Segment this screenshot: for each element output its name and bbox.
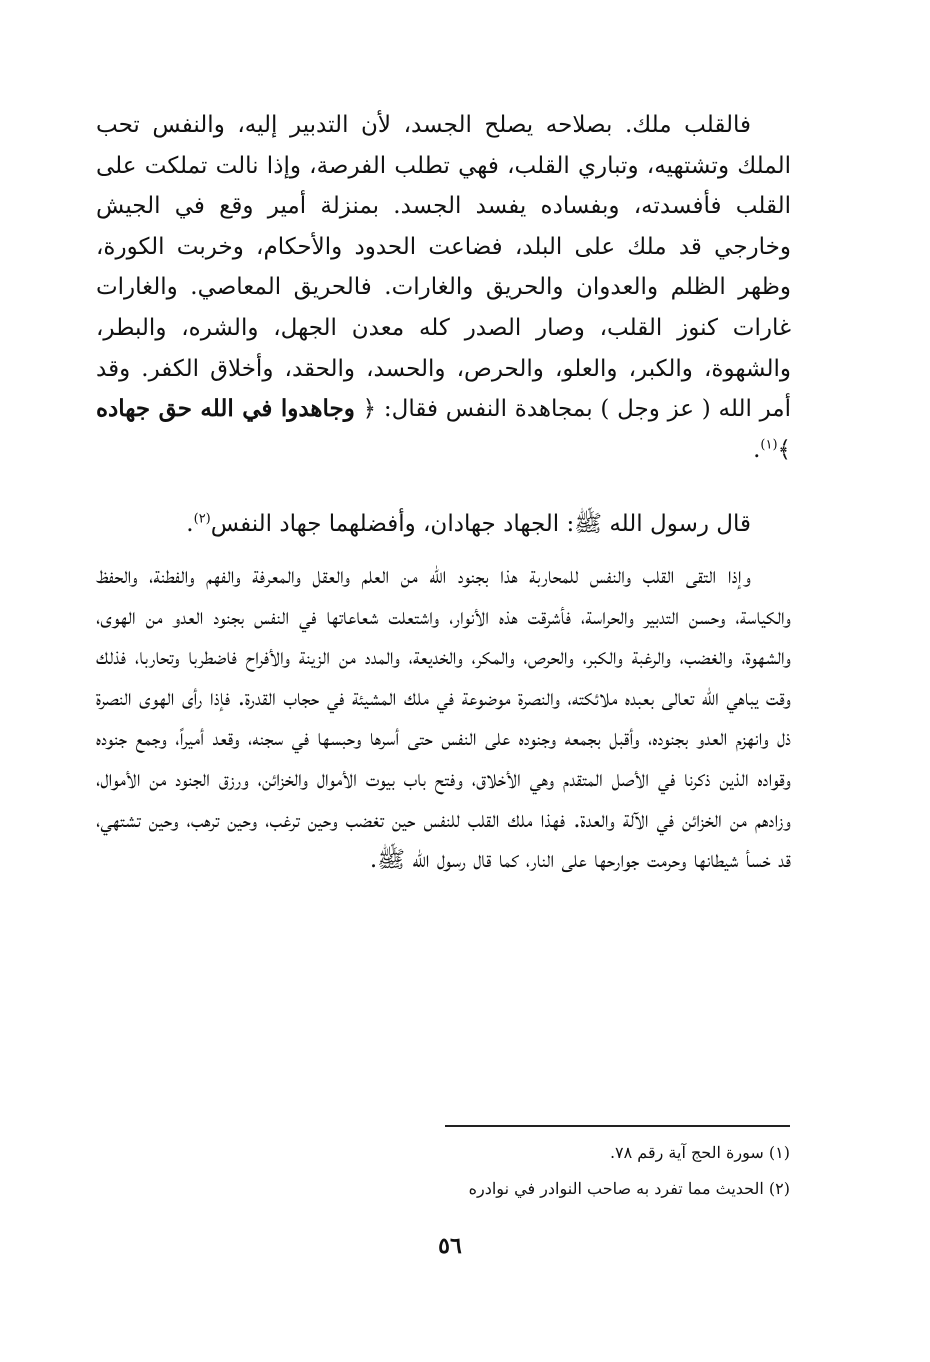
hadith-text: قال رسول الله ﷺ: الجهاد جهادان، وأفضلهما جهاد النفس [210,511,751,537]
paragraph-2-end: . [186,511,194,537]
footnote-ref-1: (١) [760,437,778,453]
paragraph-3-text: وإذا التقى القلب والنفس للمحاربة هذا بجنود الله من العلم والعقل والمعرفة والفهم والفطنة، والحفظ والكياسة، وحسن التدبير والحراسة، فأشرقت هذه الأنوار، واشتعلت شعاعاتها في النفس بجنود العدو من الهوى، والشهوة، والغضب، والرغبة والكبر، والحرص، والمكر، والخديعة، والمدد من الزينة والأفراح فاضطربا وتحاربا، فذلك وقت يباهي الله تعالى بعبده ملائكته، والنصرة موضوعة في ملك المشيئة في حجاب القدرة. فإذا رأى الهوى النصرة ذل وانهزم العدو بجنوده، وأقبل بجمعه وجنوده على النفس حتى أسرها وحبسها في سجنه، وقعد أميراً، وجمع جنوده وقواده الذين ذكرنا في الأصل المتقدم وهي الأخلاق، وفتح باب بيوت الأموال والخزائن، ورزق الجنود من الأموال، وزادهم من الخزائن في الآلة والعدة. فهذا ملك القلب للنفس حين تغضب وحين ترغب، وحين ترهب، وحين تشتهي، قد خسأ شيطانها وحرمت جوارحها على النار، كما قال رسول الله ﷺ. [96,563,791,874]
footnote-1: (١) سورة الحج آية رقم ٧٨. [609,1143,790,1162]
page-number: ٥٦ [438,1233,462,1259]
paragraph-2 [96,504,791,545]
quote-close-bracket: ﴾ [777,436,791,463]
paragraph-1-text: فالقلب ملك. بصلاحه يصلح الجسد، لأن التدبير إليه، والنفس تحب الملك وتشتهيه، وتباري القلب، فهي تطلب الفرصة، وإذا نالت تملكت على القلب فأفسدته، وبفساده يفسد الجسد. بمنزلة أمير وقع في الجيش وخارجي قد ملك على البلد، فضاعت الحدود والأحكام، وخربت الكورة، وظهر الظلم والعدوان والحريق والغارات. فالحريق المعاصي. والغارات غارات كنوز القلب، وصار الصدر كله معدن الجهل، والشره، والبطر، والشهوة، والكبر، والعلو، والحرص، والحسد، والحقد، وأخلاق الكفر. وقد أمر الله ( عز وجل ) بمجاهدة النفس فقال: ﴿ [96,112,792,423]
footnote-2: (٢) الحديث مما تفرد به صاحب النوادر في نوادره [468,1179,790,1198]
footnote-ref-2: (٢) [193,511,211,527]
paragraph-1 [96,105,791,470]
footnote-divider [445,1125,790,1127]
paragraph-1-end: . [753,436,761,463]
quran-quote: وجاهدوا في الله حق جهاده [96,395,355,423]
paragraph-3 [96,556,791,881]
